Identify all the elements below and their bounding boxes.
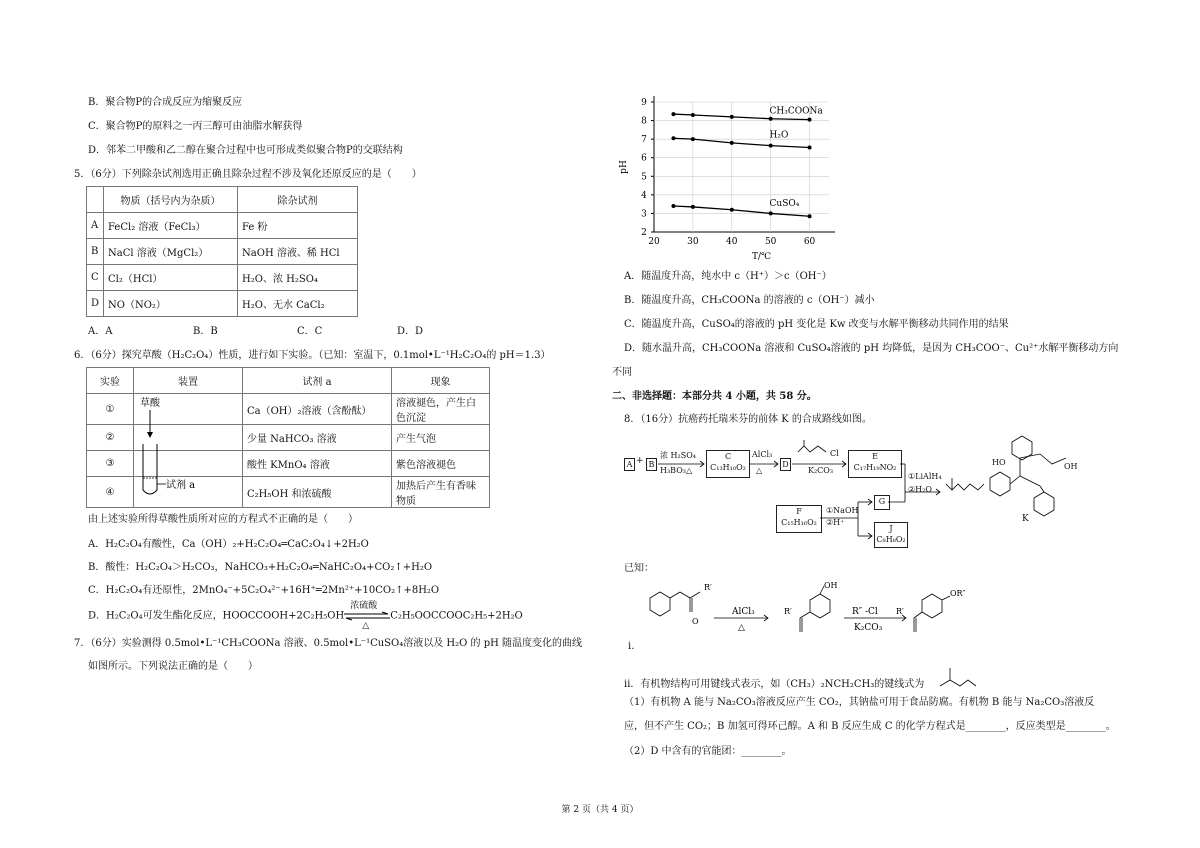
q5-cell: H₂O、无水 CaCl₂	[238, 291, 358, 317]
q6-cell: ②	[87, 425, 134, 451]
q5-cell: A	[87, 213, 104, 239]
compound-b: B	[646, 458, 657, 471]
known-item-i: ⅰ.	[628, 641, 635, 652]
compound-k-label: K	[1022, 514, 1029, 524]
q6-cell: 加热后产生有香味物质	[392, 477, 490, 508]
step5-condition: ②H⁺	[826, 518, 845, 527]
q6-d-cond-top: 浓硫酸	[350, 601, 378, 611]
scheme-arrows-and-bonds	[600, 430, 1100, 560]
compound-f-formula: C₁₅H₁₆O₂	[781, 518, 817, 527]
series-label: H₂O	[769, 130, 789, 141]
q6-option-b: B．酸性：H₂C₂O₄＞H₂CO₃，NaHCO₃+H₂C₂O₄═NaHC₂O₄+CO₂↑+H₂O	[88, 562, 433, 573]
q6-cell: 酸性 KMnO₄ 溶液	[243, 451, 392, 477]
q6-cell: ④	[87, 477, 134, 508]
y-tick-label: 8	[641, 116, 647, 127]
q5-cell: Fe 粉	[238, 213, 358, 239]
step4-condition: ②H₂O	[908, 485, 932, 494]
q6-cell: 紫色溶液褪色	[392, 451, 490, 477]
y-tick-label: 4	[641, 190, 647, 201]
q6-d-products: C₂H₅OOCCOOC₂H₅+2H₂O	[390, 610, 523, 622]
q7-option-d: D．随水温升高，CH₃COONa 溶液和 CuSO₄溶液的 pH 均降低，是因为 CH₃COO⁻、Cu²⁺水解平衡移动方向	[624, 343, 1119, 354]
q7-option-b: B．随温度升高，CH₃COONa 的溶液的 c（OH⁻）减小	[624, 295, 875, 306]
q5-header-substance: 物质（括号内为杂质）	[104, 187, 238, 213]
x-tick-label: 40	[726, 237, 738, 247]
data-point	[769, 211, 773, 215]
series-label: CH₃COONa	[769, 106, 823, 117]
compound-f-label: F	[796, 507, 802, 516]
known-cond-heat: △	[738, 623, 745, 633]
q6-option-c: C．H₂C₂O₄有还原性，2MnO₄⁻+5C₂O₄²⁻+16H⁺═2Mn²⁺+10CO₂↑+8H₂O	[88, 585, 440, 596]
known-cond-rcl: R″ -Cl	[852, 607, 878, 617]
x-tick-label: 50	[764, 237, 777, 247]
q4-option-b: B．聚合物P的合成反应为缩聚反应	[88, 97, 243, 108]
q6-option-a: A．H₂C₂O₄有酸性，Ca（OH）₂+H₂C₂O₄═CaC₂O₄↓+2H₂O	[88, 539, 369, 550]
q5-cell: NaCl 溶液（MgCl₂）	[104, 239, 238, 265]
q5-cell: C	[87, 265, 104, 291]
compound-a: A	[624, 458, 635, 471]
step1-condition: H₃BO₃△	[660, 466, 693, 475]
q4-option-d: D．邻苯二甲酸和乙二醇在聚合过程中也可形成类似聚合物P的交联结构	[88, 145, 403, 156]
q7-stem-cont: 如图所示。下列说法正确的是（ ）	[88, 661, 258, 672]
y-axis-label: pH	[619, 160, 629, 174]
q7-stem: 7．（6分）实验测得 0.5mol•L⁻¹CH₃COONa 溶液、0.5mol•L⁻¹CuSO₄溶液以及 H₂O 的 pH 随温度变化的曲线	[74, 638, 582, 649]
data-point	[730, 115, 734, 119]
y-tick-label: 5	[641, 172, 647, 183]
compound-c-formula: C₁₃H₁₀O₂	[710, 463, 746, 472]
q5-cell: B	[87, 239, 104, 265]
data-point	[671, 112, 675, 116]
data-point	[671, 136, 675, 140]
bond-line-example	[938, 664, 978, 690]
plus-sign: +	[636, 456, 644, 466]
y-tick-label: 6	[641, 153, 647, 164]
x-tick-label: 30	[687, 237, 699, 247]
q5-cell: Cl₂（HCl）	[104, 265, 238, 291]
q5-stem: 5．（6分）下列除杂试剂选用正确且除杂过程不涉及氧化还原反应的是（ ）	[74, 169, 422, 180]
compound-e-label: E	[872, 452, 878, 461]
q5-option-d: D．D	[397, 326, 424, 337]
q5-cell: NO（NO₂）	[104, 291, 238, 317]
q6-cell: C₂H₅OH 和浓硫酸	[243, 477, 392, 508]
known-or: OR″	[950, 589, 966, 598]
q6-cell: ③	[87, 451, 134, 477]
apparatus-label-reagent: 试剂 a	[166, 480, 196, 491]
known-oh: OH	[824, 581, 838, 590]
data-point	[808, 214, 812, 218]
data-point	[808, 118, 812, 122]
step3-condition: K₂CO₃	[808, 466, 834, 475]
known-o1: O	[692, 617, 699, 626]
q6-cell: Ca（OH）₂溶液（含酚酞）	[243, 394, 392, 425]
data-point	[691, 205, 695, 209]
x-tick-label: 20	[648, 237, 660, 247]
step4-reagent: ①LiAlH₄	[908, 472, 942, 481]
k-oh-label: OH	[1064, 462, 1078, 471]
q5-table	[86, 186, 358, 317]
known-cond-k2co3: K₂CO₃	[854, 623, 883, 633]
data-point	[730, 141, 734, 145]
q5-cell: D	[87, 291, 104, 317]
q6-header-apparatus: 装置	[134, 368, 243, 394]
q5-option-b: B．B	[193, 326, 218, 337]
q6-cell: 少量 NaHCO₃ 溶液	[243, 425, 392, 451]
y-tick-label: 3	[641, 209, 647, 220]
q8-part1: （1）有机物 A 能与 Na₂CO₃溶液反应产生 CO₂，其钠盐可用于食品防腐。有机物 B 能与 Na₂CO₃溶液反	[624, 697, 1095, 708]
q8-stem: 8．（16分）抗癌药托瑞米芬的前体 K 的合成路线如图。	[624, 414, 872, 425]
chloride-label: Cl	[830, 449, 839, 458]
compound-e-formula: C₁₇H₁₉NO₂	[853, 463, 897, 472]
q5-option-a: A．A	[88, 326, 113, 337]
data-point	[730, 208, 734, 212]
data-point	[671, 204, 675, 208]
q5-header-blank	[87, 187, 104, 213]
compound-d: D	[780, 458, 791, 471]
q6-cell: 产生气泡	[392, 425, 490, 451]
q6-header-exp: 实验	[87, 368, 134, 394]
q6-d-reactants: D．H₂C₂O₄可发生酯化反应，HOOCCOOH+2C₂H₅OH	[88, 610, 345, 622]
known-r2: R′	[784, 607, 792, 616]
data-point	[691, 137, 695, 141]
section-2-heading: 二、非选择题：本部分共 4 小题，共 58 分。	[612, 391, 817, 402]
step1-reagent: 浓 H₂SO₄	[660, 451, 696, 460]
known-cond-alcl3: AlCl₃	[732, 607, 755, 617]
q6-header-phenomenon: 现象	[392, 368, 490, 394]
q6-option-d	[88, 601, 523, 631]
k-ho-label: HO	[992, 458, 1006, 467]
q5-cell: FeCl₂ 溶液（FeCl₃）	[104, 213, 238, 239]
compound-j-formula: C₈H₈O₂	[876, 535, 906, 544]
y-tick-label: 2	[641, 228, 647, 238]
q8-part2: （2）D 中含有的官能团：________。	[624, 746, 792, 757]
q4-option-c: C．聚合物P的原料之一丙三醇可由油脂水解获得	[88, 121, 303, 132]
data-point	[808, 146, 812, 150]
step5-reagent: ①NaOH	[826, 506, 859, 515]
q6-d-cond-bot: △	[362, 621, 370, 631]
q5-header-reagent: 除杂试剂	[238, 187, 358, 213]
q6-cell: 溶液褪色，产生白色沉淀	[392, 394, 490, 425]
known-r1: R′	[704, 583, 712, 592]
q6-question: 由上述实验所得草酸性质所对应的方程式不正确的是（ ）	[88, 514, 358, 525]
known-item-ii: ⅱ．有机物结构可用键线式表示，如（CH₃）₂NCH₂CH₃的键线式为	[624, 679, 925, 690]
page-footer: 第 2 页（共 4 页）	[561, 805, 639, 815]
q8-part1-cont: 应，但不产生 CO₂；B 加氢可得环己醇。A 和 B 反应生成 C 的化学方程式是________，反应类型是________。	[624, 721, 1116, 732]
known-reaction-i	[620, 580, 966, 650]
q7-option-a: A．随温度升高，纯水中 c（H⁺）＞c（OH⁻）	[624, 271, 832, 282]
q6-cell: ①	[87, 394, 134, 425]
q5-cell: H₂O、浓 H₂SO₄	[238, 265, 358, 291]
q6-d-condition	[344, 601, 390, 631]
apparatus-label-oxalic: 草酸	[140, 398, 160, 409]
q5-option-c: C．C	[297, 326, 323, 337]
series-label: CuSO₄	[769, 199, 800, 210]
q7-option-c: C．随温度升高，CuSO₄的溶液的 pH 变化是 Kw 改变与水解平衡移动共同作用的结果	[624, 319, 1009, 330]
q7-option-d-cont: 不同	[612, 367, 632, 378]
x-axis-label: T/℃	[751, 252, 772, 262]
step2-reagent: AlCl₃	[752, 450, 773, 459]
test-tube-apparatus	[130, 394, 200, 504]
step2-condition: △	[756, 466, 763, 475]
data-point	[769, 117, 773, 121]
q6-header-reagent: 试剂 a	[243, 368, 392, 394]
q6-stem: 6．（6分）探究草酸（H₂C₂O₄）性质，进行如下实验。（已知：室温下，0.1mol•L⁻¹H₂C₂O₄的 pH＝1.3）	[74, 350, 551, 361]
known-r3: R′	[896, 607, 904, 616]
y-tick-label: 9	[641, 98, 647, 108]
data-point	[691, 113, 695, 117]
data-point	[769, 144, 773, 148]
known-label: 已知：	[624, 563, 654, 574]
compound-g: G	[874, 495, 890, 510]
q5-cell: NaOH 溶液、稀 HCl	[238, 239, 358, 265]
compound-j-label: J	[889, 524, 893, 533]
ph-temperature-chart	[612, 90, 852, 262]
compound-c-label: C	[724, 452, 732, 461]
y-tick-label: 7	[641, 135, 647, 146]
x-tick-label: 60	[803, 237, 816, 247]
